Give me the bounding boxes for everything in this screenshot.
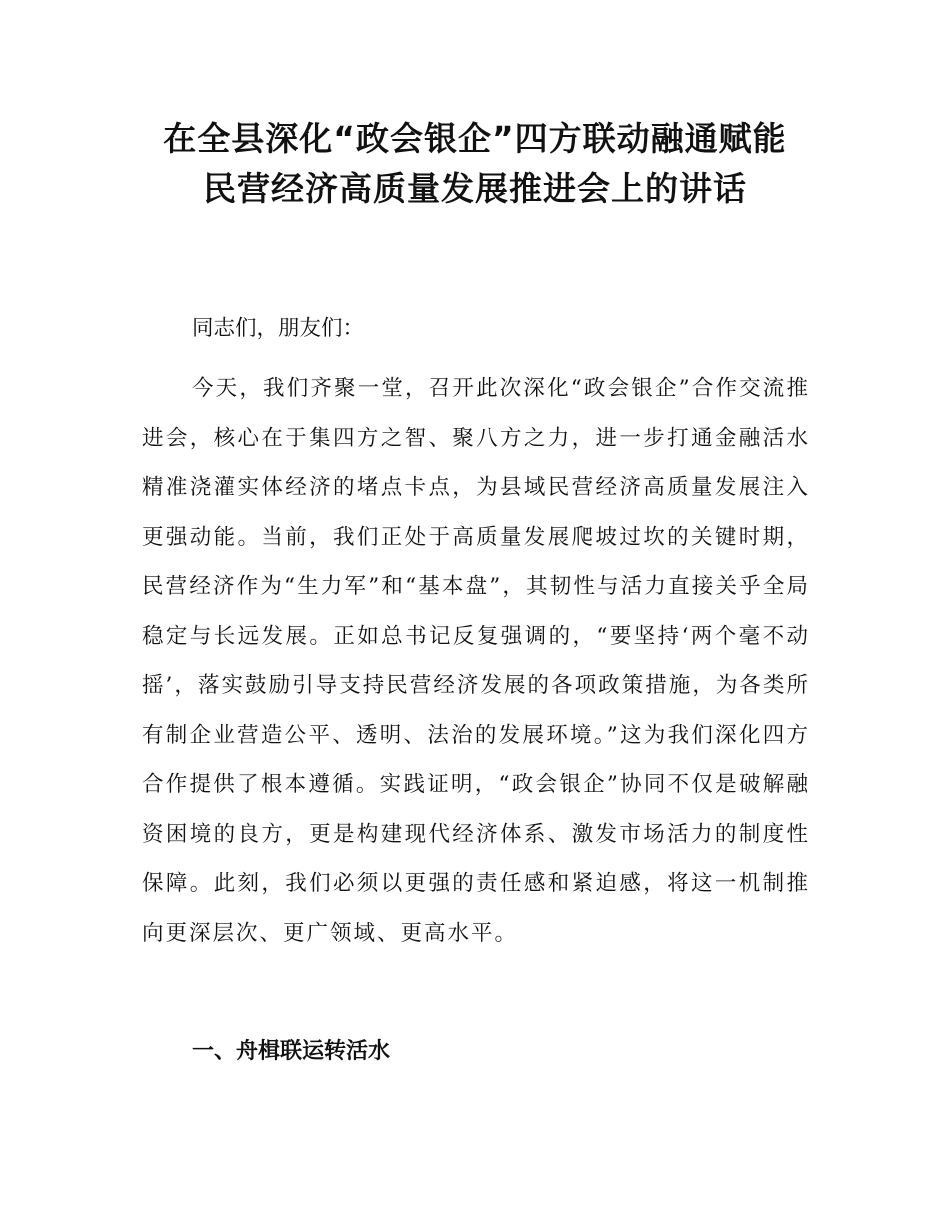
document-title-line-1: 在全县深化“政会银企”四方联动融通赋能: [163, 119, 787, 158]
section-heading-1: 一、舟楫联运转活水: [192, 1039, 391, 1064]
body-paragraph-1: 今天，我们齐聚一堂，召开此次深化“政会银企”合作交流推进会，核心在于集四方之智、聚八方之力，进一步打通金融活水精准浇灌实体经济的堵点卡点，为县域民营经济高质量发展注入更强动能。当前，我们正处于高质量发展爬坡过坎的关键时期，民营经济作为“生力军”和“基本盘”，其韧性与活力直接关乎全局稳定与长远发展。正如总书记反复强调的，“要坚持‘两个毫不动摇’，落实鼓励引导支持民营经济发展的各项政策措施，为各类所有制企业营造公平、透明、法治的发展环境。”这为我们深化四方合作提供了根本遵循。实践证明，“政会银企”协同不仅是破解融资困境的良方，更是构建现代经济体系、激发市场活力的制度性保障。此刻，我们必须以更强的责任感和紧迫感，将这一机制推向更深层次、更广领域、更高水平。: [142, 376, 810, 946]
salutation: 同志们，朋友们：: [192, 316, 365, 341]
document-title-line-2: 民营经济高质量发展推进会上的讲话: [203, 169, 747, 208]
